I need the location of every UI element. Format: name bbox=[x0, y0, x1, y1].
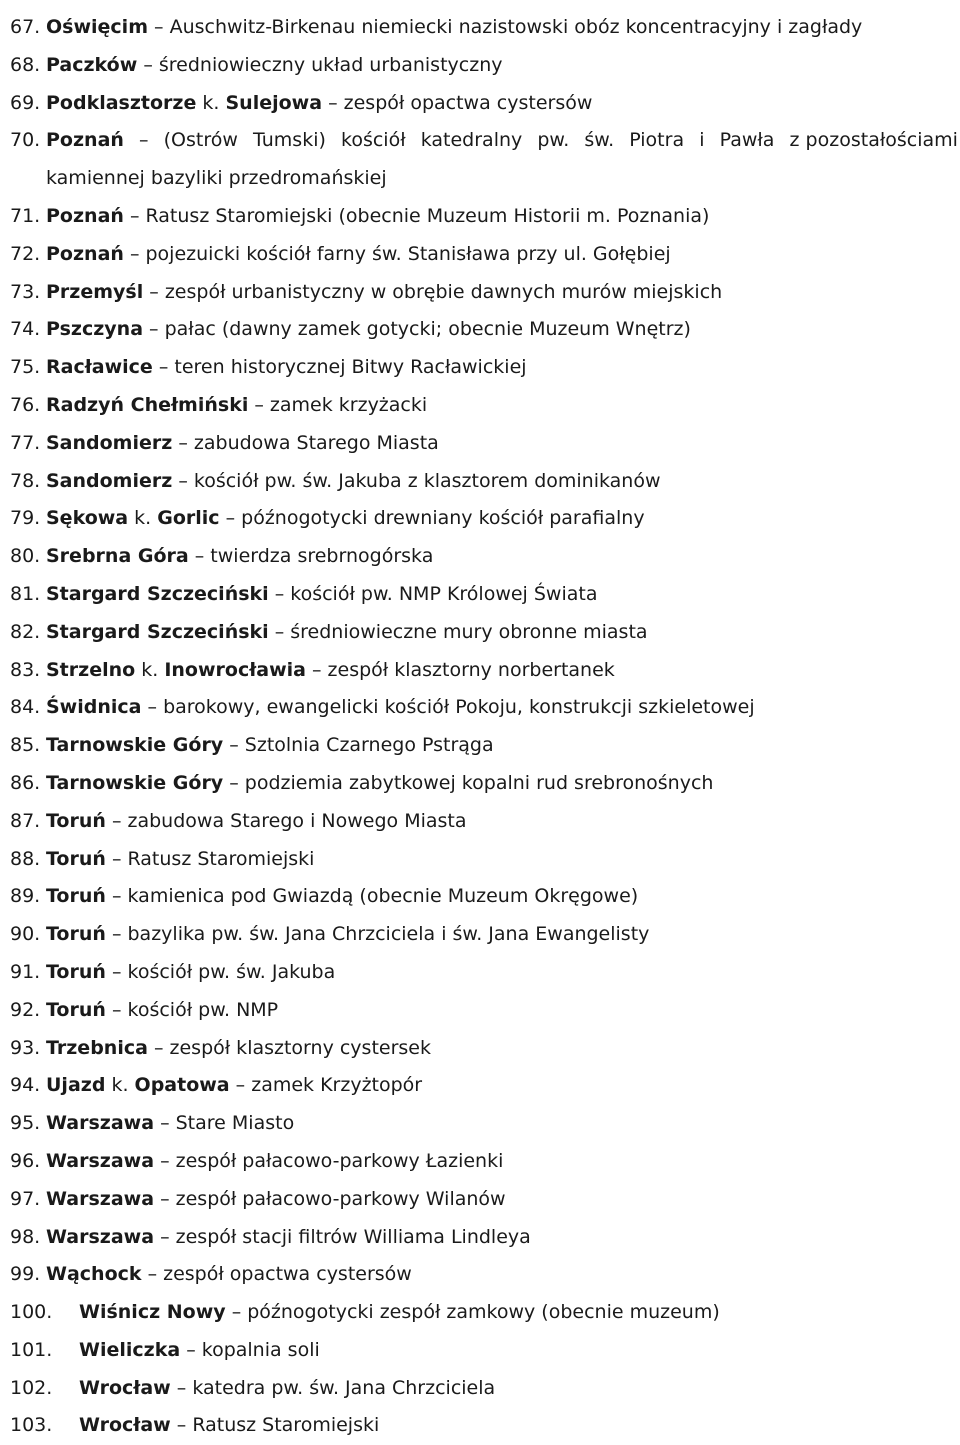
item-number: 93. bbox=[10, 1036, 41, 1059]
place-qualifier: k. bbox=[135, 658, 165, 681]
item-description: – Auschwitz-Birkenau niemiecki nazistowski obóz koncentracyjny i zagłady bbox=[148, 16, 863, 38]
list-item bbox=[10, 236, 958, 274]
item-description: – zespół klasztorny cystersek bbox=[147, 1036, 431, 1059]
desc-word: katedralny bbox=[420, 129, 523, 152]
list-item bbox=[10, 1256, 958, 1294]
item-number: 85. bbox=[10, 734, 41, 757]
item-number: 69. bbox=[10, 91, 41, 114]
place-name: Toruń bbox=[46, 809, 106, 832]
item-description: – Ratusz Staromiejski bbox=[105, 847, 315, 870]
item-description: – zespół pałacowo-parkowy Łazienki bbox=[154, 1149, 504, 1172]
item-description: – kościół pw. św. Jakuba bbox=[105, 960, 336, 983]
item-description: – średniowieczny układ urbanistyczny bbox=[137, 53, 503, 76]
list-item bbox=[10, 1067, 958, 1105]
list-item bbox=[10, 1294, 958, 1332]
place-name: Toruń bbox=[46, 847, 106, 870]
desc-word: Tumski) bbox=[253, 129, 326, 152]
list-item bbox=[10, 349, 958, 387]
place-name: Trzebnica bbox=[46, 1036, 148, 1059]
place-name: Strzelno bbox=[46, 658, 136, 681]
item-description: – teren historycznej Bitwy Racławickiej bbox=[152, 356, 527, 379]
item-description: – kościół pw. NMP Królowej Świata bbox=[268, 582, 598, 605]
desc-word: Piotra bbox=[629, 129, 685, 152]
place-name: Radzyń Chełmiński bbox=[46, 393, 249, 416]
list-item bbox=[10, 198, 958, 236]
list-item bbox=[10, 614, 958, 652]
item-number: 87. bbox=[10, 809, 41, 832]
item-number: 99. bbox=[10, 1263, 41, 1286]
list-item bbox=[10, 727, 958, 765]
place-name: Warszawa bbox=[46, 1225, 155, 1248]
list-item bbox=[10, 576, 958, 614]
item-number: 71. bbox=[10, 204, 41, 227]
item-number: 100. bbox=[10, 1301, 53, 1324]
place-name: Sandomierz bbox=[46, 469, 173, 492]
place-name: Tarnowskie Góry bbox=[46, 734, 224, 757]
desc-word: św. bbox=[584, 129, 615, 152]
list-item bbox=[10, 803, 958, 841]
list-item-continuation bbox=[10, 160, 958, 198]
list-item bbox=[10, 122, 958, 160]
item-number: 82. bbox=[10, 620, 41, 643]
item-description: – pałac (dawny zamek gotycki; obecnie Muzeum Wnętrz) bbox=[143, 318, 691, 341]
item-description: – zespół stacji filtrów Williama Lindleya bbox=[154, 1225, 531, 1248]
item-number: 67. bbox=[10, 16, 41, 38]
item-number: 86. bbox=[10, 771, 41, 794]
list-item bbox=[10, 841, 958, 879]
list-item bbox=[10, 538, 958, 576]
item-number: 89. bbox=[10, 885, 41, 908]
item-description: – kościół pw. NMP bbox=[105, 998, 279, 1021]
item-number: 103. bbox=[10, 1414, 53, 1437]
item-description: – zespół opactwa cystersów bbox=[322, 91, 593, 114]
item-number: 75. bbox=[10, 356, 41, 379]
item-number: 91. bbox=[10, 960, 41, 983]
place-name: Toruń bbox=[46, 998, 106, 1021]
item-number: 74. bbox=[10, 318, 41, 341]
place-name: Poznań bbox=[46, 129, 124, 152]
place-name: Paczków bbox=[46, 53, 138, 76]
item-number: 78. bbox=[10, 469, 41, 492]
list-item bbox=[10, 500, 958, 538]
place-name-secondary: Sulejowa bbox=[225, 91, 323, 114]
place-name: Toruń bbox=[46, 923, 106, 946]
item-number: 73. bbox=[10, 280, 41, 303]
list-item bbox=[10, 765, 958, 803]
list-item bbox=[10, 1030, 958, 1068]
list-item bbox=[10, 878, 958, 916]
place-name: Sandomierz bbox=[46, 431, 173, 454]
list-item bbox=[10, 387, 958, 425]
desc-word: – bbox=[139, 129, 149, 152]
list-item bbox=[10, 1143, 958, 1181]
place-name: Świdnica bbox=[46, 696, 142, 719]
list-item bbox=[10, 274, 958, 312]
place-name: Ujazd bbox=[46, 1074, 106, 1097]
list-item bbox=[10, 85, 958, 123]
item-description: – zabudowa Starego i Nowego Miasta bbox=[105, 809, 467, 832]
desc-word: pw. bbox=[537, 129, 570, 152]
place-qualifier: k. bbox=[128, 507, 158, 530]
item-number: 88. bbox=[10, 847, 41, 870]
list-item bbox=[10, 954, 958, 992]
item-description: – Ratusz Staromiejski bbox=[170, 1414, 380, 1437]
item-description: – bazylika pw. św. Jana Chrzciciela i św. Jana Ewangelisty bbox=[105, 923, 650, 946]
place-name: Tarnowskie Góry bbox=[46, 771, 224, 794]
desc-word: Pawła bbox=[719, 129, 775, 152]
list-item bbox=[10, 652, 958, 690]
list-item bbox=[10, 916, 958, 954]
place-name: Racławice bbox=[46, 356, 153, 379]
place-name-secondary: Gorlic bbox=[157, 507, 220, 530]
item-description: – średniowieczne mury obronne miasta bbox=[268, 620, 648, 643]
list-item bbox=[10, 1332, 958, 1370]
desc-word: z pozostałościami bbox=[789, 129, 958, 152]
item-description: – podziemia zabytkowej kopalni rud srebronośnych bbox=[223, 771, 714, 794]
place-name: Pszczyna bbox=[46, 318, 144, 341]
place-name: Wrocław bbox=[79, 1376, 171, 1399]
item-description: kamiennej bazyliki przedromańskiej bbox=[46, 167, 387, 190]
place-name: Warszawa bbox=[46, 1149, 155, 1172]
list-item bbox=[10, 1407, 958, 1445]
item-number: 92. bbox=[10, 998, 41, 1021]
desc-word: kościół bbox=[341, 129, 406, 152]
list-item bbox=[10, 425, 958, 463]
item-number: 94. bbox=[10, 1074, 41, 1097]
item-number: 98. bbox=[10, 1225, 41, 1248]
place-name: Poznań bbox=[46, 242, 124, 265]
desc-word: (Ostrów bbox=[163, 129, 238, 152]
item-description: – zespół opactwa cystersów bbox=[141, 1263, 412, 1286]
item-number: 79. bbox=[10, 507, 41, 530]
place-name: Wiśnicz Nowy bbox=[79, 1301, 226, 1324]
item-description: – pojezuicki kościół farny św. Stanisława przy ul. Gołębiej bbox=[123, 242, 671, 265]
place-name: Srebrna Góra bbox=[46, 545, 189, 568]
item-description: – Ratusz Staromiejski (obecnie Muzeum Historii m. Poznania) bbox=[123, 204, 710, 227]
place-name: Przemyśl bbox=[46, 280, 144, 303]
item-number: 81. bbox=[10, 582, 41, 605]
place-name: Toruń bbox=[46, 960, 106, 983]
item-description: – kopalnia soli bbox=[180, 1338, 320, 1361]
item-number: 102. bbox=[10, 1376, 53, 1399]
list-item bbox=[10, 1219, 958, 1257]
item-description: – późnogotycki drewniany kościół parafialny bbox=[219, 507, 645, 530]
place-name: Wieliczka bbox=[79, 1338, 181, 1361]
item-number: 77. bbox=[10, 431, 41, 454]
item-description: – kamienica pod Gwiazdą (obecnie Muzeum Okręgowe) bbox=[105, 885, 639, 908]
item-description-line bbox=[46, 122, 958, 160]
item-description: – zespół pałacowo-parkowy Wilanów bbox=[154, 1187, 506, 1210]
place-name: Warszawa bbox=[46, 1187, 155, 1210]
place-name: Warszawa bbox=[46, 1112, 155, 1135]
list-item bbox=[10, 992, 958, 1030]
item-description: – zespół klasztorny norbertanek bbox=[305, 658, 615, 681]
item-description: – barokowy, ewangelicki kościół Pokoju, konstrukcji szkieletowej bbox=[141, 696, 755, 719]
item-description: – Sztolnia Czarnego Pstrąga bbox=[223, 734, 494, 757]
list-item bbox=[10, 1370, 958, 1408]
item-number: 84. bbox=[10, 696, 41, 719]
monument-list bbox=[10, 9, 958, 1445]
item-description: – katedra pw. św. Jana Chrzciciela bbox=[170, 1376, 496, 1399]
place-name: Podklasztorze bbox=[46, 91, 197, 114]
item-number: 72. bbox=[10, 242, 41, 265]
place-name: Stargard Szczeciński bbox=[46, 582, 269, 605]
place-name: Toruń bbox=[46, 885, 106, 908]
list-item bbox=[10, 463, 958, 501]
place-qualifier: k. bbox=[196, 91, 226, 114]
place-name: Sękowa bbox=[46, 507, 129, 530]
item-number: 90. bbox=[10, 923, 41, 946]
place-name-secondary: Inowrocławia bbox=[164, 658, 306, 681]
list-item bbox=[10, 689, 958, 727]
place-name-secondary: Opatowa bbox=[134, 1074, 230, 1097]
place-name: Oświęcim bbox=[46, 16, 148, 38]
place-name: Stargard Szczeciński bbox=[46, 620, 269, 643]
item-number: 95. bbox=[10, 1112, 41, 1135]
list-item bbox=[10, 9, 958, 47]
item-description: – zespół urbanistyczny w obrębie dawnych murów miejskich bbox=[143, 280, 723, 303]
item-number: 83. bbox=[10, 658, 41, 681]
place-qualifier: k. bbox=[105, 1074, 135, 1097]
item-number: 97. bbox=[10, 1187, 41, 1210]
item-description: – zamek Krzyżtopór bbox=[229, 1074, 423, 1097]
item-number: 80. bbox=[10, 545, 41, 568]
list-item bbox=[10, 47, 958, 85]
item-description: – twierdza srebrnogórska bbox=[188, 545, 434, 568]
desc-word: i bbox=[699, 129, 705, 152]
item-number: 70. bbox=[10, 129, 41, 152]
list-item bbox=[10, 1105, 958, 1143]
item-number: 101. bbox=[10, 1338, 53, 1361]
item-description: – kościół pw. św. Jakuba z klasztorem dominikanów bbox=[172, 469, 661, 492]
item-description: – zabudowa Starego Miasta bbox=[172, 431, 439, 454]
list-item bbox=[10, 311, 958, 349]
place-name: Wrocław bbox=[79, 1414, 171, 1437]
item-description: – zamek krzyżacki bbox=[248, 393, 428, 416]
item-number: 76. bbox=[10, 393, 41, 416]
item-description: – Stare Miasto bbox=[154, 1112, 295, 1135]
place-name: Wąchock bbox=[46, 1263, 142, 1286]
item-number: 96. bbox=[10, 1149, 41, 1172]
item-number: 68. bbox=[10, 53, 41, 76]
place-name: Poznań bbox=[46, 204, 124, 227]
list-item bbox=[10, 1181, 958, 1219]
item-description: – późnogotycki zespół zamkowy (obecnie muzeum) bbox=[225, 1301, 720, 1324]
